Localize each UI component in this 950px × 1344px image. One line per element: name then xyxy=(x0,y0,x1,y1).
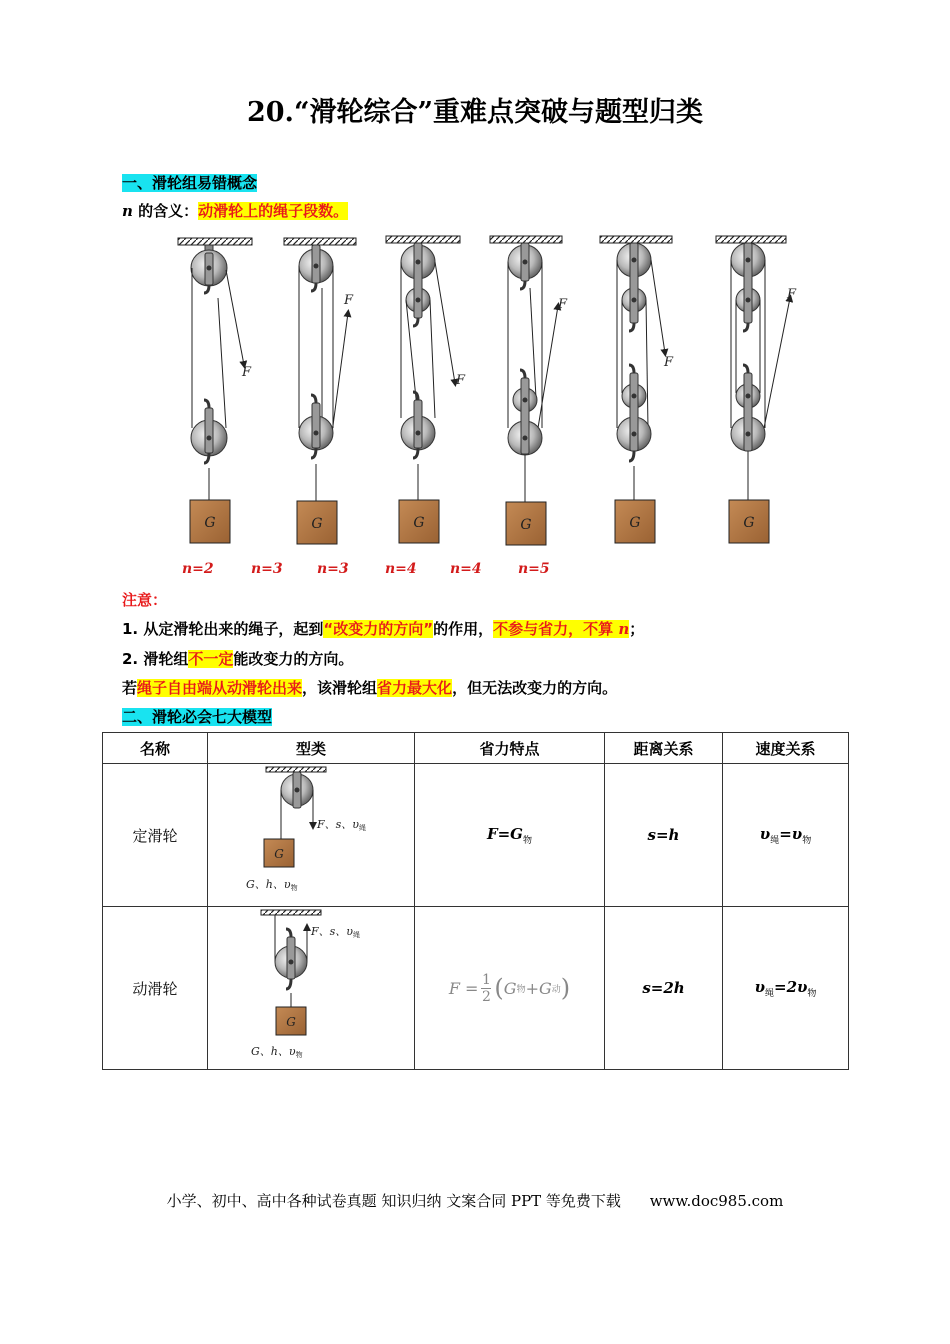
movable-speed-b: =2υ xyxy=(774,977,808,996)
pulley-figure-2 xyxy=(284,238,356,544)
n-variable: n xyxy=(122,202,133,220)
note-2-a: 2. 滑轮组 xyxy=(122,650,189,668)
note-1 xyxy=(122,619,644,639)
section1-heading-text: 一、滑轮组易错概念 xyxy=(122,174,258,192)
section2-heading-text: 二、滑轮必会七大模型 xyxy=(122,708,273,726)
n-label-5: n=4 xyxy=(450,561,482,577)
fixed-pulley-weight: G xyxy=(274,847,284,861)
figure-6-weight: G xyxy=(743,515,755,531)
n-def-value: 动滑轮上的绳子段数。 xyxy=(198,202,349,220)
figure-1-force: F xyxy=(242,365,252,380)
note-2-c: 能改变力的方向。 xyxy=(233,650,354,668)
fixed-pulley-name: 定滑轮 xyxy=(103,764,208,907)
n-label-4: n=4 xyxy=(385,561,417,577)
col-header-type: 型类 xyxy=(208,733,415,764)
movable-force-g1-sub: 物 xyxy=(516,984,526,995)
note-1-highlight xyxy=(493,620,629,638)
movable-force-g1: G xyxy=(503,978,517,998)
movable-pulley-bottom-label: G、h、υ xyxy=(251,1045,296,1058)
pulley-figure-6 xyxy=(716,236,797,543)
close-paren: ) xyxy=(560,974,571,1002)
figure-3-force: F xyxy=(456,373,466,388)
fixed-pulley-top-label: F、s、υ xyxy=(317,818,359,831)
note-3-d: 省力最大化 xyxy=(377,679,453,697)
section1-heading xyxy=(122,173,257,193)
figure-2-weight: G xyxy=(311,516,323,532)
movable-pulley-distance: s=2h xyxy=(605,907,723,1070)
n-labels xyxy=(0,561,950,581)
col-header-speed: 速度关系 xyxy=(723,733,849,764)
movable-pulley-diagram-cell xyxy=(208,907,415,1070)
open-paren: ( xyxy=(494,974,504,1002)
note-3-c: ，该滑轮组 xyxy=(302,679,378,697)
figure-6-force: F xyxy=(787,287,797,302)
note-1-b: “改变力的方向” xyxy=(323,620,434,638)
figure-4-weight: G xyxy=(520,517,532,533)
n-label-2: n=3 xyxy=(251,561,283,577)
svg-text:F、s、υ绳 xyxy=(316,818,366,832)
n-label-6: n=5 xyxy=(518,561,550,577)
figure-1-weight: G xyxy=(204,515,216,531)
page-footer xyxy=(0,1190,950,1211)
n-label-1: n=2 xyxy=(182,561,214,577)
footer-text: 小学、初中、高中各种试卷真题 知识归纳 文案合同 PPT 等免费下载 xyxy=(166,1192,621,1210)
table-row-movable-pulley xyxy=(103,907,849,1070)
n-def-label: 的含义： xyxy=(132,202,199,220)
fixed-pulley-bottom-sub: 物 xyxy=(290,884,298,892)
movable-pulley-top-sub: 绳 xyxy=(352,931,360,939)
note-1-f: ； xyxy=(629,620,645,638)
movable-pulley-speed xyxy=(723,907,849,1070)
movable-force-num: 1 xyxy=(481,971,491,988)
pulley-figure-3 xyxy=(386,236,466,543)
fixed-force-sub: 物 xyxy=(523,835,533,846)
fixed-speed-b: =υ xyxy=(779,824,803,843)
movable-speed-a: υ xyxy=(754,977,765,996)
movable-pulley-weight: G xyxy=(286,1015,296,1029)
note-3-a: 若 xyxy=(122,679,138,697)
note-heading: 注意： xyxy=(122,591,168,609)
movable-pulley-bottom-sub: 物 xyxy=(295,1051,303,1059)
note-3 xyxy=(122,678,617,698)
note-3-b: 绳子自由端从动滑轮出来 xyxy=(137,679,303,697)
models-table xyxy=(102,732,849,1070)
pulley-figures xyxy=(160,228,810,553)
col-header-name: 名称 xyxy=(103,733,208,764)
fixed-pulley-distance: s=h xyxy=(605,764,723,907)
pulley-figure-4 xyxy=(490,236,568,545)
fixed-pulley-speed xyxy=(723,764,849,907)
movable-speed-b-sub: 物 xyxy=(807,988,817,999)
movable-force-g2-sub: 动 xyxy=(551,984,561,995)
fixed-force-text: F=G xyxy=(486,824,523,843)
table-row-fixed-pulley xyxy=(103,764,849,907)
movable-force-fraction xyxy=(481,972,491,1005)
note-2 xyxy=(122,649,353,669)
fixed-speed-a-sub: 绳 xyxy=(770,835,780,846)
table-header-row xyxy=(103,733,849,764)
figure-5-force: F xyxy=(664,355,674,370)
fixed-pulley-bottom-label: G、h、υ xyxy=(246,878,291,891)
movable-force-lhs: F = xyxy=(448,978,479,998)
note-2-b: 不一定 xyxy=(188,650,234,668)
note-1-e: n xyxy=(618,620,630,638)
fixed-speed-a: υ xyxy=(759,824,771,843)
fixed-pulley-diagram-cell xyxy=(208,764,415,907)
n-definition xyxy=(122,201,348,221)
svg-text:G、h、υ物 xyxy=(251,1045,303,1059)
movable-pulley-top-label: F、s、υ xyxy=(311,925,353,938)
movable-force-formula xyxy=(449,972,570,1005)
figure-3-weight: G xyxy=(413,515,425,531)
fixed-pulley-top-sub: 绳 xyxy=(358,824,366,832)
note-1-a: 1. 从定滑轮出来的绳子，起到 xyxy=(122,620,324,638)
movable-force-den: 2 xyxy=(481,988,491,1005)
movable-speed-a-sub: 绳 xyxy=(764,988,774,999)
page-title: 20.“滑轮综合”重难点突破与题型归类 xyxy=(246,97,704,128)
note-3-e: ，但无法改变力的方向。 xyxy=(452,679,618,697)
movable-force-plus: +G xyxy=(525,978,552,998)
movable-pulley-force xyxy=(415,907,605,1070)
col-header-force: 省力特点 xyxy=(415,733,605,764)
note-1-d: 不参与省力，不算 xyxy=(493,620,614,638)
svg-text:F、s、υ绳 xyxy=(310,925,360,939)
footer-url[interactable]: www.doc985.com xyxy=(649,1192,784,1210)
pulley-figure-1 xyxy=(178,238,252,543)
note-1-c: 的作用， xyxy=(433,620,494,638)
movable-pulley-name: 动滑轮 xyxy=(103,907,208,1070)
section2-heading xyxy=(122,707,272,727)
fixed-pulley-force xyxy=(415,764,605,907)
figure-5-weight: G xyxy=(629,515,641,531)
fixed-pulley-diagram xyxy=(211,764,411,902)
col-header-distance: 距离关系 xyxy=(605,733,723,764)
figure-4-force: F xyxy=(558,297,568,312)
pulley-figure-5 xyxy=(600,236,674,543)
n-label-3: n=3 xyxy=(317,561,349,577)
figure-2-force: F xyxy=(344,293,354,308)
movable-pulley-diagram xyxy=(211,907,411,1065)
fixed-speed-b-sub: 物 xyxy=(802,835,812,846)
svg-text:G、h、υ物 xyxy=(246,878,298,892)
